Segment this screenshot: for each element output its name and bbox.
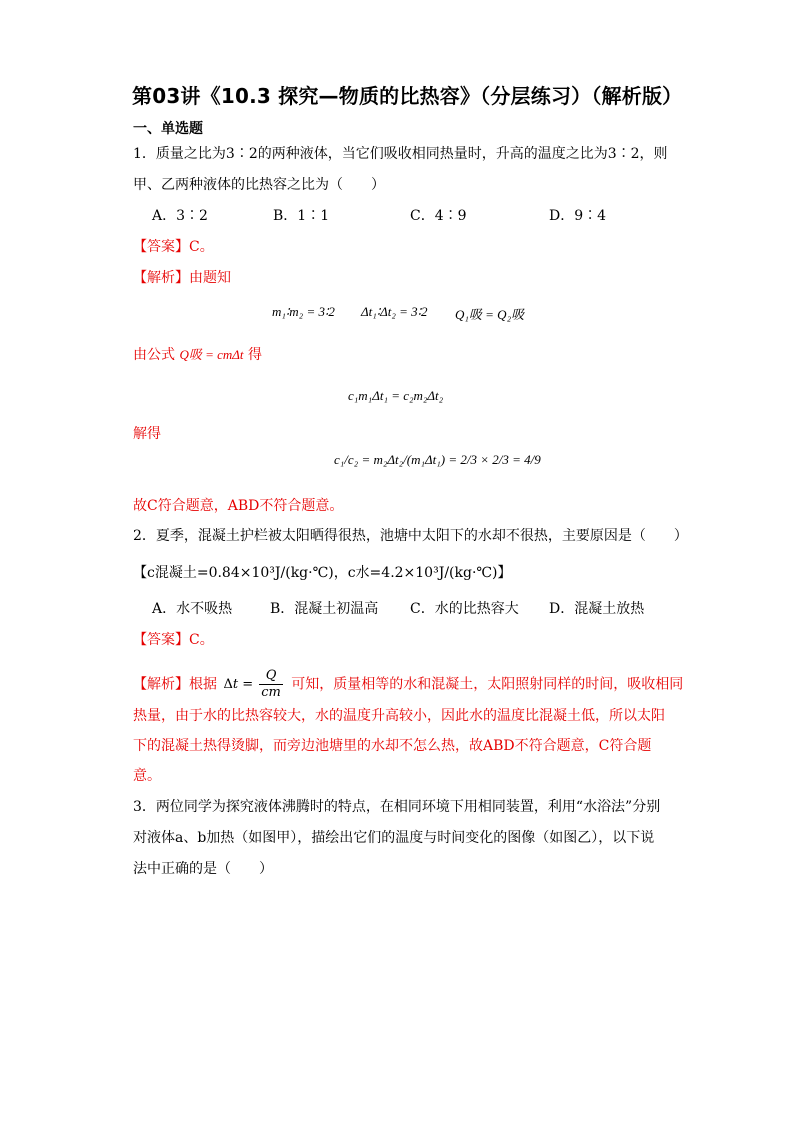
q1-solve-label: 解得 <box>133 426 161 442</box>
q1-option-d: D．9∶4 <box>549 208 607 224</box>
q2-given-constants: 【c混凝土=0.84×10³J/(kg·℃)，c水=4.2×10³J/(kg·℃)】 <box>133 565 512 581</box>
q2-answer: 【答案】C。 <box>133 632 214 648</box>
q1-option-b: B．1∶1 <box>273 208 330 224</box>
q2-analysis-line2: 热量，由于水的比热容较大，水的温度升高较小，因此水的温度比混凝土低，所以太阳 <box>133 708 665 724</box>
q1-equation: c₁m₁Δt₁ = c₂m₂Δt₂ <box>348 388 444 403</box>
q2-option-c: C．水的比热容大 <box>410 601 519 617</box>
q2-analysis-line1 <box>133 668 683 701</box>
q1-result-equation: c₁/c₂ = m₂Δt₂/(m₁Δt₁) = 2/3 × 2/3 = 4/9 <box>334 452 541 467</box>
q1-answer: 【答案】C。 <box>133 239 214 255</box>
q1-option-c: C．4∶9 <box>410 208 467 224</box>
q1-formula-suffix: 得 <box>247 347 262 363</box>
q2-option-b: B．混凝土初温高 <box>270 601 379 617</box>
q1-formula-q: Q吸 = cmΔt <box>179 347 244 362</box>
q1-stem-line2: 甲、乙两种液体的比热容之比为（ ） <box>133 177 385 193</box>
q2-stem: 2．夏季，混凝土护栏被太阳晒得很热，池塘中太阳下的水却不很热，主要原因是（ ） <box>133 528 688 544</box>
q1-given-mass-ratio: m₁∶m₂ = 3∶2 <box>272 304 335 319</box>
q1-formula-line <box>133 345 262 365</box>
q1-analysis-intro: 【解析】由题知 <box>133 270 231 286</box>
q2-analysis-rest: 可知，质量相等的水和混凝土，太阳照射同样的时间，吸收相同 <box>291 676 684 693</box>
q2-option-d: D．混凝土放热 <box>549 601 645 617</box>
q3-stem-line1: 3．两位同学为探究液体沸腾时的特点，在相同环境下用相同装置，利用“水浴法”分别 <box>133 799 661 815</box>
q2-option-a: A．水不吸热 <box>152 601 233 617</box>
q1-conclusion: 故C符合题意，ABD不符合题意。 <box>133 498 344 514</box>
q1-formula-prefix: 由公式 <box>133 347 175 363</box>
q1-stem-line1: 1．质量之比为3∶2的两种液体，当它们吸收相同热量时，升高的温度之比为3∶2，则 <box>133 146 668 162</box>
q2-analysis-line3: 下的混凝土热得烫脚，而旁边池塘里的水却不怎么热，故ABD不符合题意，C符合题 <box>133 738 652 754</box>
q3-stem-line2: 对液体a、b加热（如图甲），描绘出它们的温度与时间变化的图像（如图乙），以下说 <box>133 830 655 846</box>
section-heading: 一、单选题 <box>133 121 203 137</box>
q1-given-heat-equal: Q₁吸 = Q₂吸 <box>455 307 525 322</box>
q2-analysis-line4: 意。 <box>133 768 161 784</box>
q1-given-temp-ratio: Δt₁∶Δt₂ = 3∶2 <box>361 304 428 319</box>
document-title: 第03讲《10.3 探究—物质的比热容》（分层练习）（解析版） <box>132 84 683 108</box>
q3-stem-line3: 法中正确的是（ ） <box>133 861 273 877</box>
q2-analysis-prefix: 【解析】根据 <box>133 676 217 693</box>
q1-option-a: A．3∶2 <box>152 208 208 224</box>
q2-delta-t-formula: Δt = $\frac{Q}{cm}$ <box>223 668 281 700</box>
